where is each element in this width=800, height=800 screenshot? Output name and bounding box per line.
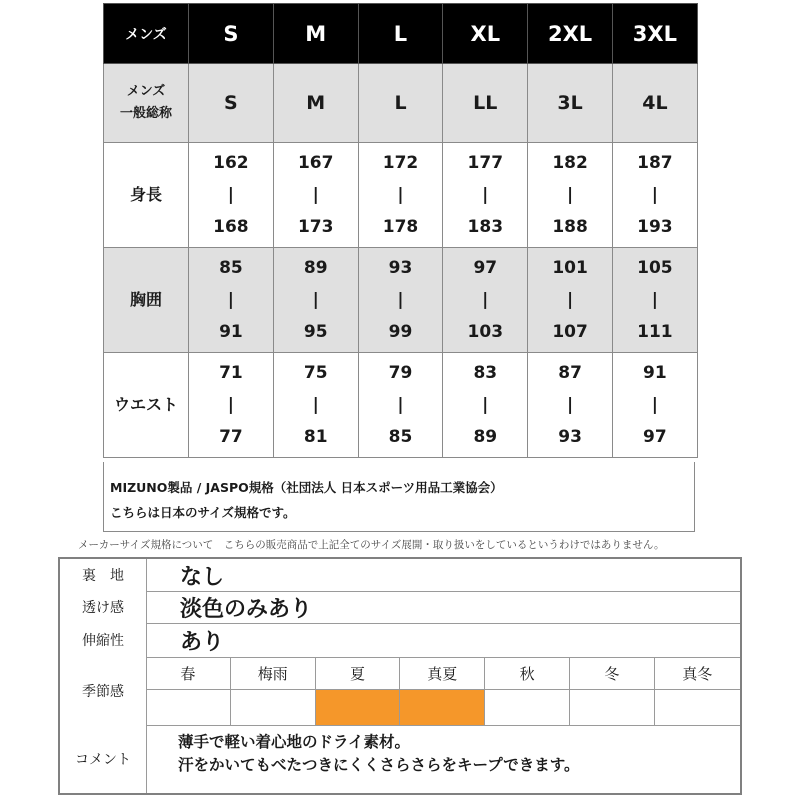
season-indicator [146,690,231,725]
range-separator: | [482,185,489,205]
size-note-box [103,462,695,532]
range-max: 178 [382,217,419,237]
size-header-row [104,4,698,64]
measurement-label: ウエスト [104,353,189,458]
common-size: LL [443,64,528,143]
sheer-label: 透け感 [60,591,147,623]
common-size-label [104,64,189,143]
stretch-row [60,623,740,658]
range-separator: | [397,185,404,205]
measurement-range [273,143,358,248]
range-min: 79 [388,363,413,383]
range-separator: | [397,395,404,415]
lining-row [60,559,740,592]
range-separator: | [482,395,489,415]
comment-label: コメント [60,725,147,793]
range-min: 177 [467,153,504,173]
range-min: 162 [213,153,249,173]
range-max: 91 [219,322,243,342]
common-size: S [189,64,274,143]
season-indicator [570,690,655,725]
japan-size-note: こちらは日本のサイズ規格です。 [110,505,296,520]
season-label: 季節感 [60,657,147,725]
range-max: 103 [467,322,504,342]
size-disclaimer: メーカーサイズ規格について こちらの販売商品で上記全てのサイズ展開・取り扱いをしているというわけではありません。 [78,539,665,551]
sheer-row [60,591,740,624]
range-min: 97 [473,258,498,278]
lining-label: 裏 地 [60,559,147,591]
range-max: 85 [388,427,413,447]
season-indicator [655,690,740,725]
measurement-range [612,143,697,248]
season-row [60,657,740,726]
range-max: 188 [552,217,588,237]
season-name: 春 [146,657,231,690]
height-row [104,143,698,248]
season-name: 真夏 [400,657,485,690]
header-size: M [273,4,358,64]
season-name: 夏 [316,657,401,690]
range-min: 93 [388,258,413,278]
range-separator: | [227,290,234,310]
range-separator: | [312,290,319,310]
measurement-range [443,143,528,248]
range-min: 75 [303,363,328,383]
comment-line2: 汗をかいてもべたつきにくくさらさらをキープできます。 [178,756,580,774]
range-max: 81 [303,427,328,447]
measurement-label: 身長 [104,143,189,248]
common-size: 4L [612,64,697,143]
size-standard-note: MIZUNO製品 / JASPO規格（社団法人 日本スポーツ用品工業協会） [110,480,503,495]
season-indicator [231,690,316,725]
measurement-range [358,143,443,248]
chest-row [104,248,698,353]
common-size: M [273,64,358,143]
measurement-range [358,353,443,458]
waist-row [104,353,698,458]
range-max: 111 [637,322,673,342]
season-indicator-active [316,690,401,725]
season-grid [146,657,740,725]
range-separator: | [566,395,574,415]
range-min: 172 [382,153,419,173]
header-size: XL [443,4,528,64]
fabric-info-table [58,557,742,795]
measurement-range [528,248,613,353]
range-min: 105 [637,258,673,278]
range-max: 89 [473,427,498,447]
range-min: 187 [637,153,673,173]
range-separator: | [227,185,234,205]
range-separator: | [397,290,404,310]
range-max: 193 [637,217,673,237]
measurement-range [189,248,274,353]
range-min: 167 [297,153,334,173]
season-name: 梅雨 [231,657,316,690]
range-max: 168 [213,217,249,237]
measurement-range [612,248,697,353]
measurement-range [358,248,443,353]
season-name: 真冬 [655,657,740,690]
measurement-range [528,143,613,248]
common-label-line2: 一般総称 [119,106,172,121]
measurement-range [612,353,697,458]
common-size: 3L [528,64,613,143]
range-separator: | [651,395,658,415]
season-name: 冬 [570,657,655,690]
measurement-range [189,353,274,458]
comment-row [60,725,740,793]
season-indicator [485,690,570,725]
range-separator: | [312,395,319,415]
range-max: 97 [643,427,667,447]
range-separator: | [566,290,574,310]
range-max: 173 [297,217,334,237]
comment-text [178,731,579,777]
measurement-range [273,248,358,353]
header-label: メンズ [104,4,189,64]
range-separator: | [227,395,234,415]
range-separator: | [482,290,489,310]
season-indicator-active [400,690,485,725]
header-size: 3XL [612,4,697,64]
sheer-value: 淡色のみあり [180,596,313,622]
range-max: 93 [558,427,582,447]
header-size: 2XL [528,4,613,64]
measurement-range [443,248,528,353]
lining-value: なし [180,564,225,590]
measurement-range [273,353,358,458]
range-max: 183 [467,217,504,237]
range-min: 83 [473,363,498,383]
range-max: 99 [388,322,413,342]
range-min: 85 [219,258,243,278]
range-min: 91 [643,363,667,383]
range-min: 71 [219,363,243,383]
common-label-line1: メンズ [126,84,166,99]
range-separator: | [651,290,658,310]
stretch-value: あり [180,629,225,655]
comment-line1: 薄手で軽い着心地のドライ素材。 [178,733,411,751]
measurement-range [189,143,274,248]
range-min: 101 [552,258,588,278]
measurement-range [528,353,613,458]
season-name: 秋 [485,657,570,690]
stretch-label: 伸縮性 [60,623,147,657]
common-size: L [358,64,443,143]
range-max: 95 [303,322,328,342]
measurement-range [443,353,528,458]
range-separator: | [566,185,574,205]
header-size: L [358,4,443,64]
header-size: S [189,4,274,64]
size-chart-table [103,3,698,458]
range-max: 107 [552,322,588,342]
range-separator: | [312,185,319,205]
range-min: 89 [303,258,328,278]
common-size-row [104,64,698,143]
range-min: 87 [558,363,582,383]
measurement-label: 胸囲 [104,248,189,353]
range-min: 182 [552,153,588,173]
range-separator: | [651,185,658,205]
range-max: 77 [219,427,243,447]
